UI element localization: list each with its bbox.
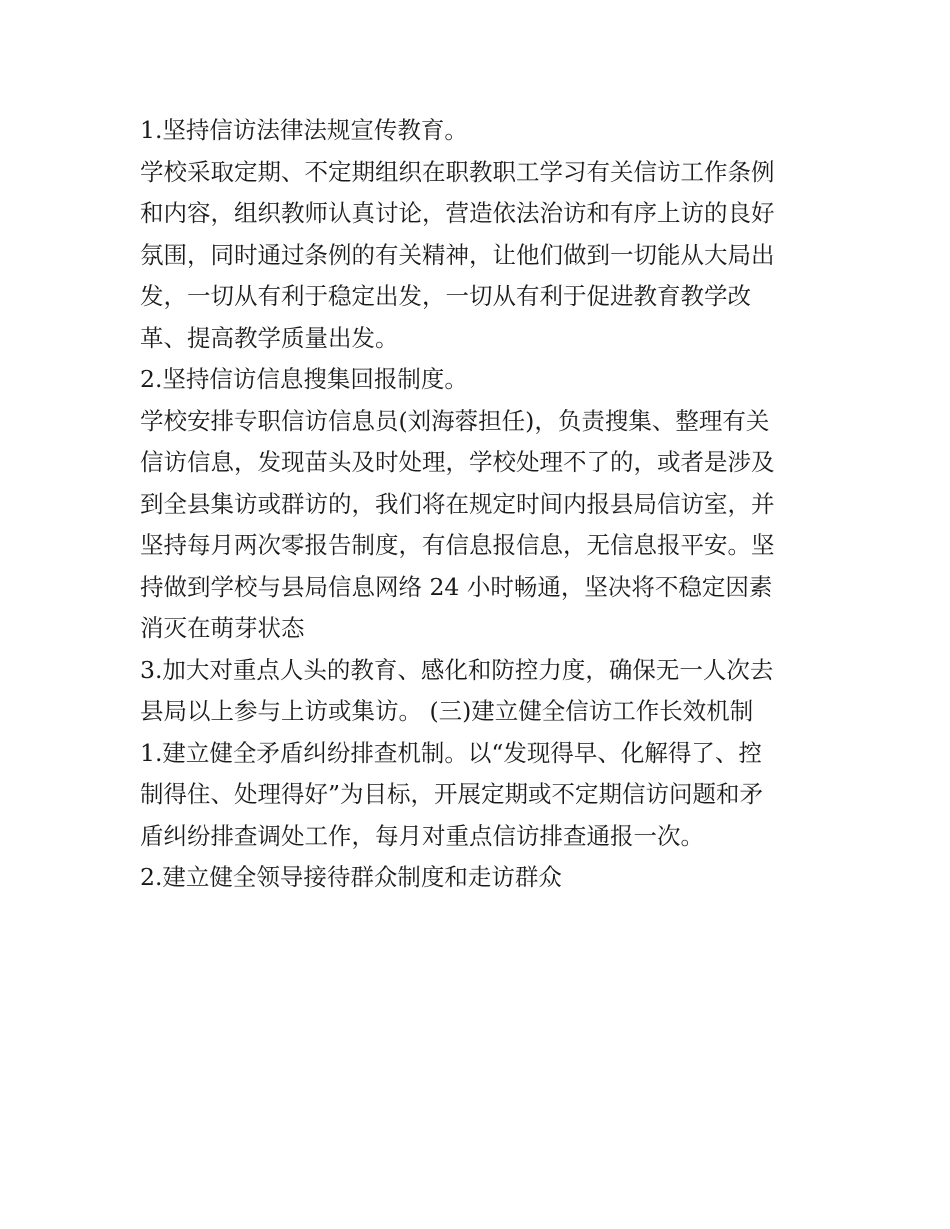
paragraph-line: 持做到学校与县局信息网络 24 小时畅通，坚决将不稳定因素 [140, 572, 773, 601]
paragraph-line: 发，一切从有利于稳定出发，一切从有利于促进教育教学改 [140, 282, 751, 310]
paragraph-line: 到全县集访或群访的，我们将在规定时间内报县局信访室，并 [140, 489, 775, 518]
heading-line-5: 2.建立健全领导接待群众制度和走访群众 [140, 863, 562, 891]
paragraph-line: 县局以上参与上访或集访。 (三)建立健全信访工作长效机制 [140, 697, 754, 725]
paragraph-line: 盾纠纷排查调处工作，每月对重点信访排查通报一次。 [140, 821, 704, 850]
paragraph-line: 信访信息，发现苗头及时处理，学校处理不了的，或者是涉及 [140, 448, 775, 476]
paragraph-line: 坚持每月两次零报告制度，有信息报信息，无信息报平安。坚 [140, 531, 775, 559]
paragraph-line: 学校安排专职信访信息员(刘海蓉担任)，负责搜集、整理有关 [140, 406, 770, 435]
paragraph-line: 消灭在萌芽状态 [140, 614, 305, 642]
paragraph-line: 制得住、处理得好”为目标，开展定期或不定期信访问题和矛 [140, 780, 764, 808]
paragraph-line: 和内容，组织教师认真讨论，营造依法治访和有序上访的良好 [140, 199, 775, 227]
heading-line-4: 1.建立健全矛盾纠纷排查机制。以“发现得早、化解得了、控 [140, 738, 762, 767]
heading-line-3: 3.加大对重点人头的教育、感化和防控力度，确保无一人次去 [140, 655, 774, 684]
heading-line-2: 2.坚持信访信息搜集回报制度。 [140, 365, 468, 393]
document-body [140, 110, 830, 899]
paragraph-line: 革、提高教学质量出发。 [140, 323, 399, 352]
paragraph-line: 学校采取定期、不定期组织在职教职工学习有关信访工作条例 [140, 157, 775, 186]
heading-line-1: 1.坚持信访法律法规宣传教育。 [140, 116, 468, 144]
paragraph-line: 氛围，同时通过条例的有关精神，让他们做到一切能从大局出 [140, 240, 775, 269]
